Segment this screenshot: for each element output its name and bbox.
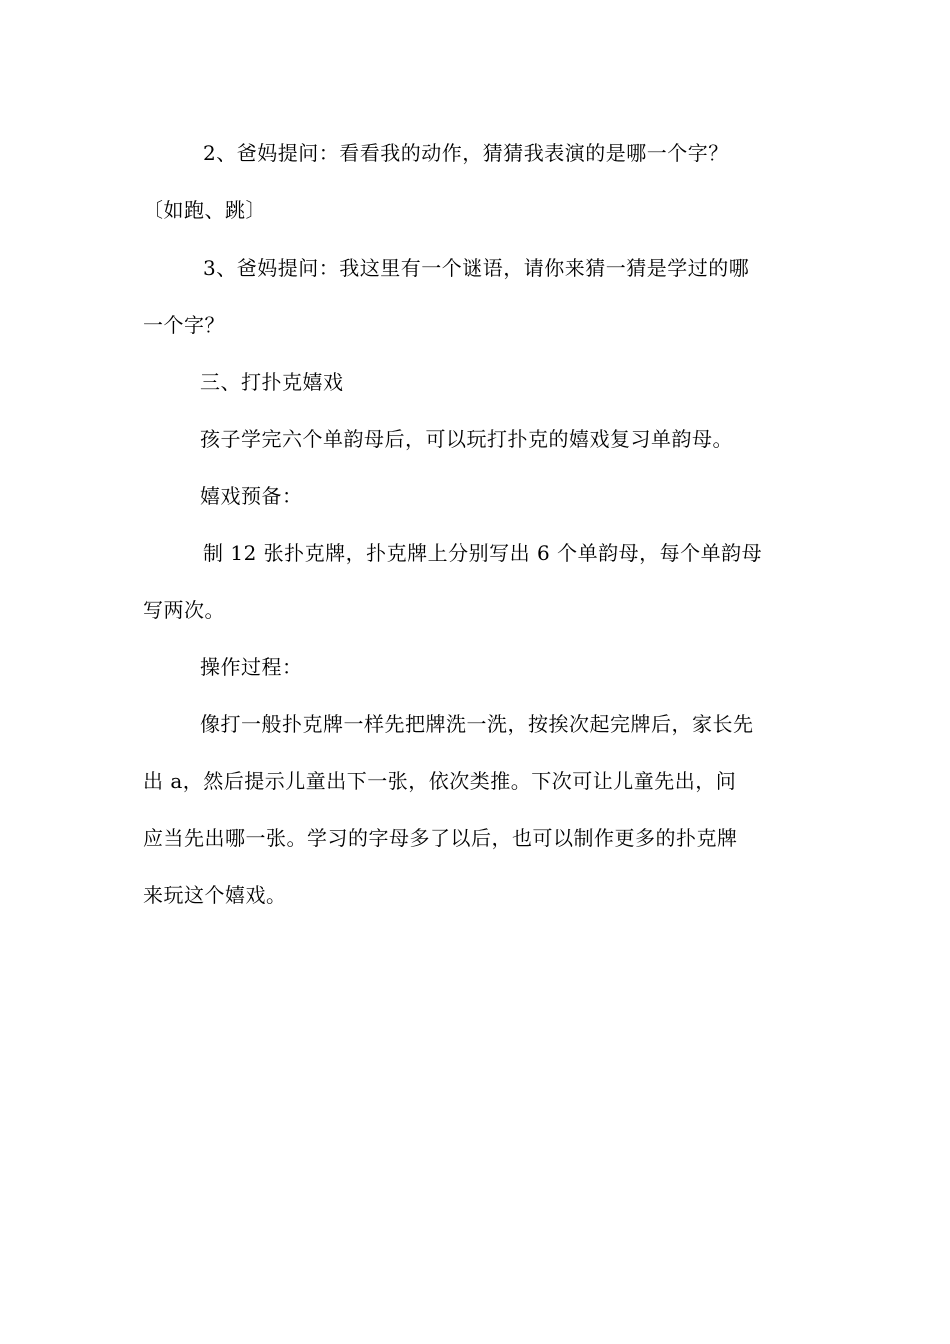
text-line-question-3-cont: 一个字？ (143, 313, 225, 337)
text-line-procedure-2: 出 a，然后提示儿童出下一张，依次类推。下次可让儿童先出，问 (143, 769, 737, 793)
subheading-procedure: 操作过程： (200, 655, 303, 679)
text-line-preparation-cont: 写两次。 (143, 598, 225, 622)
text-line-procedure-4: 来玩这个嬉戏。 (143, 883, 287, 907)
text-line-procedure-1: 像打一般扑克牌一样先把牌洗一洗，按挨次起完牌后，家长先 (200, 712, 754, 736)
text-line-procedure-3: 应当先出哪一张。学习的字母多了以后，也可以制作更多的扑克牌 (143, 826, 738, 850)
text-line-question-3: 3、爸妈提问：我这里有一个谜语，请你来猜一猜是学过的哪 (203, 256, 750, 280)
section-heading-poker-game: 三、打扑克嬉戏 (200, 370, 344, 394)
text-line-preparation: 制 12 张扑克牌，扑克牌上分别写出 6 个单韵母，每个单韵母 (203, 541, 763, 565)
text-line-intro: 孩子学完六个单韵母后，可以玩打扑克的嬉戏复习单韵母。 (200, 427, 733, 451)
subheading-preparation: 嬉戏预备： (200, 484, 303, 508)
text-line-question-2-cont: 〔如跑、跳〕 (143, 198, 266, 222)
text-line-question-2: 2、爸妈提问：看看我的动作，猜猜我表演的是哪一个字？ (203, 141, 729, 165)
